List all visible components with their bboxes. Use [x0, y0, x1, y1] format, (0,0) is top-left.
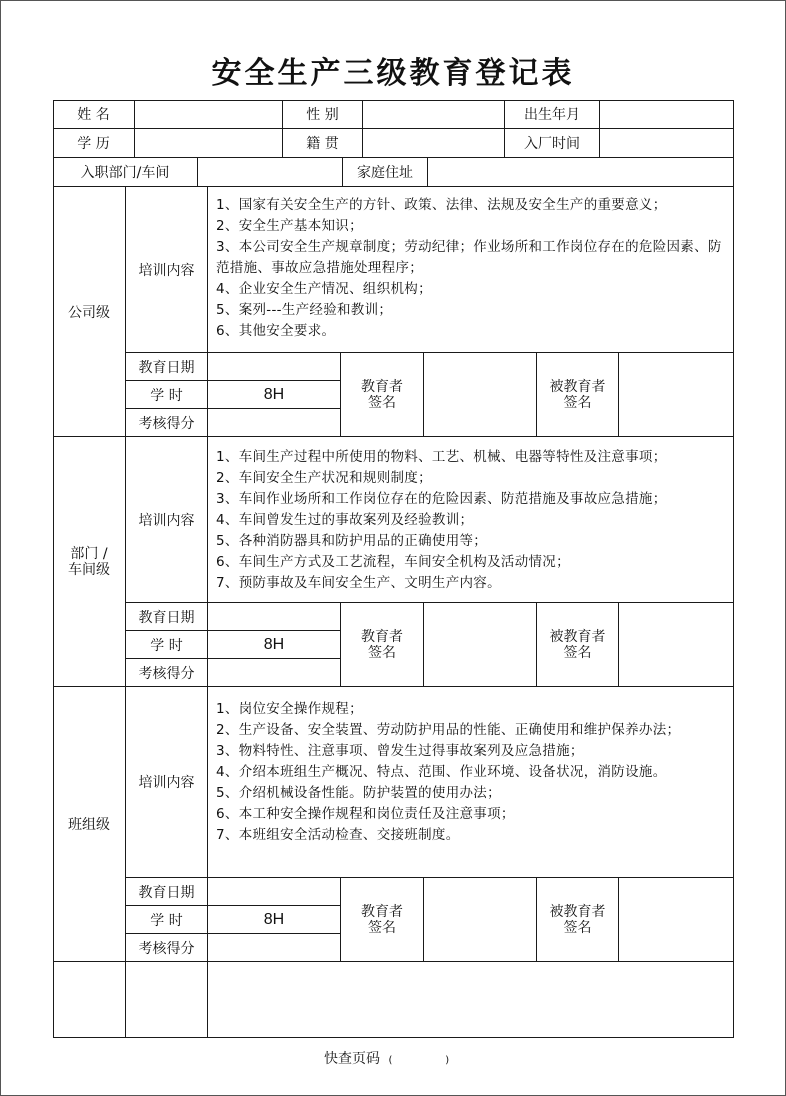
list-item: 2、生产设备、安全装置、劳动防护用品的性能、正确使用和维护保养办法； [216, 722, 681, 738]
company-hours-value: 8H [208, 381, 341, 409]
team-score-label: 考核得分 [126, 934, 208, 962]
list-item: 4、车间曾发生过的事故案列及经验教训； [216, 512, 474, 528]
team-educator-label: 教育者 签名 [341, 878, 424, 962]
team-level-label: 班组级 [53, 687, 126, 962]
address-field[interactable] [428, 158, 734, 187]
team-training-list [216, 699, 726, 846]
company-educatee-signature[interactable] [619, 353, 734, 437]
birth-field[interactable] [600, 100, 734, 129]
team-educatee-label: 被教育者 签名 [537, 878, 619, 962]
department-educatee-signature[interactable] [619, 603, 734, 687]
team-educator-signature[interactable] [424, 878, 537, 962]
education-field[interactable] [135, 129, 283, 158]
registration-table [53, 100, 734, 1038]
list-item: 5、介绍机械设备性能。防护装置的使用办法； [216, 785, 501, 801]
company-level-label: 公司级 [53, 187, 126, 437]
list-item: 6、车间生产方式及工艺流程，车间安全机构及活动情况； [216, 554, 570, 570]
gender-field[interactable] [363, 100, 505, 129]
department-training-list [216, 447, 731, 594]
gender-label: 性 别 [283, 100, 363, 129]
department-training-label: 培训内容 [126, 437, 208, 603]
department-date-field[interactable] [208, 603, 341, 631]
department-score-field[interactable] [208, 659, 341, 687]
blank-cell-3[interactable] [208, 962, 734, 1038]
department-hours-value: 8H [208, 631, 341, 659]
company-training-list [216, 195, 731, 342]
company-training-label: 培训内容 [126, 187, 208, 353]
list-item: 6、本工种安全操作规程和岗位责任及注意事项； [216, 806, 515, 822]
team-educatee-signature[interactable] [619, 878, 734, 962]
list-item: 4、企业安全生产情况、组织机构； [216, 281, 432, 297]
list-item: 1、车间生产过程中所使用的物料、工艺、机械、电器等特性及注意事项； [216, 449, 667, 465]
company-score-label: 考核得分 [126, 409, 208, 437]
list-item: 7、预防事故及车间安全生产、文明生产内容。 [216, 575, 501, 591]
list-item: 2、车间安全生产状况和规则制度； [216, 470, 432, 486]
department-educator-signature[interactable] [424, 603, 537, 687]
department-label: 入职部门/车间 [53, 158, 198, 187]
team-date-field[interactable] [208, 878, 341, 906]
company-educatee-label: 被教育者 签名 [537, 353, 619, 437]
quick-page-label: 快查页码 [324, 1051, 380, 1067]
company-date-field[interactable] [208, 353, 341, 381]
join-date-label: 入厂时间 [505, 129, 600, 158]
team-hours-value: 8H [208, 906, 341, 934]
page-title: 安全生产三级教育登记表 [211, 56, 575, 91]
list-item: 5、各种消防器具和防护用品的正确使用等； [216, 533, 488, 549]
department-educatee-label: 被教育者 签名 [537, 603, 619, 687]
team-hours-label: 学 时 [126, 906, 208, 934]
name-label: 姓 名 [53, 100, 135, 129]
native-place-label: 籍 贯 [283, 129, 363, 158]
list-item: 4、介绍本班组生产概况、特点、范围、作业环境、设备状况，消防设施。 [216, 764, 667, 780]
page-open-paren: ( [388, 1055, 393, 1066]
department-field[interactable] [198, 158, 343, 187]
join-date-field[interactable] [600, 129, 734, 158]
list-item: 3、本公司安全生产规章制度；劳动纪律；作业场所和工作岗位存在的危险因素、防范措施、事故应急措施处理程序； [216, 239, 722, 276]
list-item: 5、案列---生产经验和教训； [216, 302, 393, 318]
company-score-field[interactable] [208, 409, 341, 437]
company-date-label: 教育日期 [126, 353, 208, 381]
department-date-label: 教育日期 [126, 603, 208, 631]
list-item: 1、国家有关安全生产的方针、政策、法律、法规及安全生产的重要意义； [216, 197, 667, 213]
list-item: 6、其他安全要求。 [216, 323, 336, 339]
team-training-label: 培训内容 [126, 687, 208, 878]
native-place-field[interactable] [363, 129, 505, 158]
department-educator-label: 教育者 签名 [341, 603, 424, 687]
address-label: 家庭住址 [343, 158, 428, 187]
list-item: 1、岗位安全操作规程； [216, 701, 363, 717]
team-date-label: 教育日期 [126, 878, 208, 906]
list-item: 7、本班组安全活动检查、交接班制度。 [216, 827, 460, 843]
birth-label: 出生年月 [505, 100, 600, 129]
list-item: 3、物料特性、注意事项、曾发生过得事故案列及应急措施； [216, 743, 584, 759]
company-hours-label: 学 时 [126, 381, 208, 409]
company-educator-signature[interactable] [424, 353, 537, 437]
education-label: 学 历 [53, 129, 135, 158]
team-score-field[interactable] [208, 934, 341, 962]
company-educator-label: 教育者 签名 [341, 353, 424, 437]
page-close-paren: ) [445, 1055, 450, 1066]
department-level-label: 部门 / 车间级 [53, 437, 126, 687]
name-field[interactable] [135, 100, 283, 129]
blank-cell-1[interactable] [53, 962, 126, 1038]
department-hours-label: 学 时 [126, 631, 208, 659]
quick-page-index [320, 1048, 449, 1068]
list-item: 2、安全生产基本知识； [216, 218, 363, 234]
blank-cell-2[interactable] [126, 962, 208, 1038]
department-score-label: 考核得分 [126, 659, 208, 687]
list-item: 3、车间作业场所和工作岗位存在的危险因素、防范措施及事故应急措施； [216, 491, 667, 507]
